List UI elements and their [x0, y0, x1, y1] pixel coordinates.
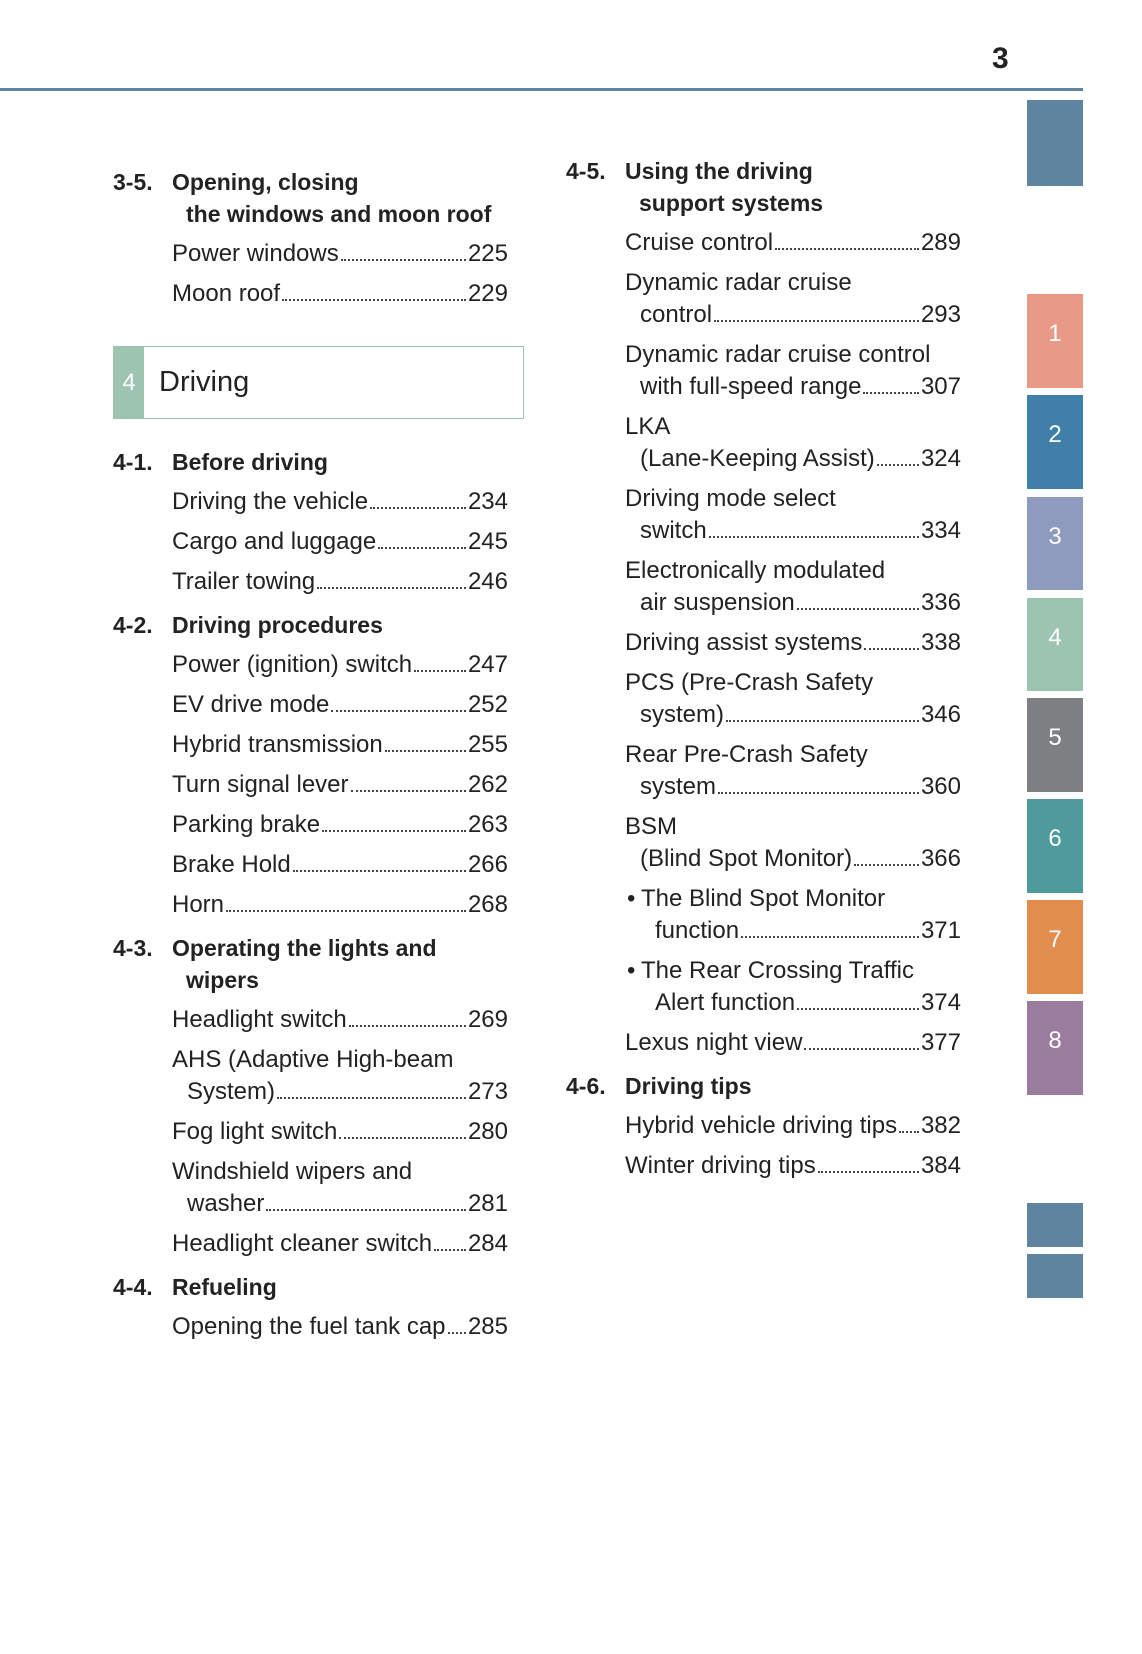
chapter-tab-1[interactable]: 1 [1027, 294, 1083, 388]
page-reference[interactable]: 255 [467, 731, 508, 758]
section-heading-line [113, 1271, 508, 1303]
toc-entry-line [566, 667, 961, 699]
dot-leader [899, 1110, 919, 1133]
toc-entry[interactable] [566, 1150, 961, 1182]
dot-leader [448, 1311, 466, 1334]
bullet-icon: • [627, 885, 636, 912]
page-reference[interactable]: 229 [467, 280, 508, 307]
toc-entry[interactable] [113, 649, 508, 681]
chapter-tab-blank-9[interactable] [1027, 1203, 1083, 1247]
toc-entry-title: Windshield wipers and [172, 1158, 413, 1185]
toc-entry[interactable] [113, 1004, 508, 1036]
section-heading-line [113, 609, 508, 641]
toc-entry-title: LKA [625, 413, 671, 440]
toc-entry[interactable] [566, 811, 961, 875]
section-title: Opening, closing [172, 169, 359, 195]
toc-entry-title: Dynamic radar cruise control [625, 341, 931, 368]
toc-entry-title: Driving assist systems [625, 629, 863, 656]
page-reference[interactable]: 293 [920, 301, 961, 328]
toc-entry-line [113, 809, 508, 841]
toc-entry-line [113, 729, 508, 761]
page-reference[interactable]: 377 [920, 1029, 961, 1056]
toc-section [566, 1070, 961, 1102]
toc-entry-line [566, 699, 961, 731]
toc-entry-line [566, 955, 961, 987]
dot-leader [282, 278, 466, 301]
toc-entry-title: Trailer towing [172, 568, 316, 595]
dot-leader [385, 729, 466, 752]
dot-leader [414, 649, 466, 672]
page-number: 3 [992, 42, 1009, 75]
toc-entry[interactable] [566, 667, 961, 731]
chapter-tab-7[interactable]: 7 [1027, 900, 1083, 994]
toc-section [566, 155, 961, 219]
page-reference[interactable]: 268 [467, 891, 508, 918]
dot-leader [370, 486, 466, 509]
toc-entry-title: Lexus night view [625, 1029, 803, 1056]
toc-entry[interactable] [113, 1116, 508, 1148]
chapter-tab-3[interactable]: 3 [1027, 497, 1083, 590]
toc-entry-line [113, 1116, 508, 1148]
toc-entry-title: Cruise control [625, 229, 774, 256]
toc-entry-title: switch [640, 517, 707, 544]
section-number: 4-2. [113, 612, 153, 638]
toc-entry-title: Brake Hold [172, 851, 291, 878]
toc-entry[interactable] [113, 1228, 508, 1260]
chapter-title: Driving [159, 366, 250, 398]
toc-entry[interactable] [113, 1044, 508, 1108]
toc-entry-title: washer [187, 1190, 265, 1217]
toc-entry-line [113, 1311, 508, 1343]
chapter-tab-5[interactable]: 5 [1027, 698, 1083, 792]
section-title: Before driving [172, 449, 328, 475]
dot-leader [339, 1116, 466, 1139]
toc-entry-line [566, 739, 961, 771]
toc-entry[interactable] [566, 883, 961, 947]
section-title: Operating the lights and [172, 935, 437, 961]
toc-entry-line [566, 587, 961, 619]
toc-entry-title: PCS (Pre-Crash Safety [625, 669, 874, 696]
chapter-tab-6[interactable]: 6 [1027, 799, 1083, 893]
page-reference[interactable]: 280 [467, 1118, 508, 1145]
dot-leader [322, 809, 466, 832]
toc-entry-line [566, 1027, 961, 1059]
dot-leader [266, 1188, 466, 1211]
section-heading-line [113, 932, 508, 964]
page-reference[interactable]: 324 [920, 445, 961, 472]
chapter-heading-box [113, 346, 524, 419]
section-title: Refueling [172, 1274, 277, 1300]
toc-entry-line [113, 526, 508, 558]
toc-entry-line [566, 227, 961, 259]
chapter-tab-2[interactable]: 2 [1027, 395, 1083, 489]
toc-entry-line [566, 627, 961, 659]
page-reference[interactable]: 334 [920, 517, 961, 544]
toc-entry[interactable] [113, 1156, 508, 1220]
dot-leader [854, 843, 919, 866]
toc-entry-line [113, 1188, 508, 1220]
toc-entry-title: Power windows [172, 240, 339, 267]
page-reference[interactable]: 266 [467, 851, 508, 878]
toc-entry-line [113, 278, 508, 310]
toc-entry-title: Headlight switch [172, 1006, 347, 1033]
toc-entry[interactable] [113, 889, 508, 921]
dot-leader [718, 771, 919, 794]
section-title: the windows and moon roof [186, 201, 492, 227]
toc-entry[interactable] [113, 486, 508, 518]
toc-entry-line [566, 843, 961, 875]
toc-entry-title: Driving mode select [625, 485, 836, 512]
toc-entry[interactable] [566, 227, 961, 259]
section-title: wipers [186, 967, 259, 993]
section-number: 4-4. [113, 1274, 153, 1300]
toc-entry-title: Driving the vehicle [172, 488, 369, 515]
toc-entry-title: system [640, 773, 717, 800]
toc-entry[interactable] [566, 955, 961, 1019]
section-heading-line [566, 187, 961, 219]
toc-entry-line [113, 1076, 508, 1108]
toc-entry-title: Opening the fuel tank cap [172, 1313, 446, 1340]
page-reference[interactable]: 245 [467, 528, 508, 555]
section-title: Driving procedures [172, 612, 383, 638]
dot-leader [863, 371, 918, 394]
toc-entry-line [113, 238, 508, 270]
toc-entry-title: System) [187, 1078, 276, 1105]
toc-entry-title: AHS (Adaptive High-beam [172, 1046, 454, 1073]
section-number: 4-5. [566, 158, 606, 184]
toc-entry-line [113, 486, 508, 518]
page-reference[interactable]: 281 [467, 1190, 508, 1217]
toc-entry-line [566, 339, 961, 371]
bullet-icon: • [627, 957, 636, 984]
chapter-tab-blank-10[interactable] [1027, 1254, 1083, 1298]
toc-entry-title: (Lane-Keeping Assist) [640, 445, 875, 472]
section-number: 4-3. [113, 935, 153, 961]
toc-entry[interactable] [113, 729, 508, 761]
toc-entry[interactable] [113, 278, 508, 310]
toc-entry-title: The Blind Spot Monitor [641, 885, 886, 912]
toc-entry[interactable] [566, 739, 961, 803]
toc-entry-title: Headlight cleaner switch [172, 1230, 433, 1257]
chapter-tab-blank-0[interactable] [1027, 100, 1083, 186]
section-number: 4-1. [113, 449, 153, 475]
toc-entry[interactable] [566, 483, 961, 547]
dot-leader [877, 443, 919, 466]
dot-leader [709, 515, 919, 538]
page-reference[interactable]: 234 [467, 488, 508, 515]
page-reference[interactable]: 307 [920, 373, 961, 400]
page-reference[interactable]: 262 [467, 771, 508, 798]
toc-entry-title: control [640, 301, 713, 328]
toc-entry-line [566, 411, 961, 443]
page-reference[interactable]: 225 [467, 240, 508, 267]
toc-entry-title: EV drive mode [172, 691, 330, 718]
toc-entry-line [113, 1228, 508, 1260]
page-reference[interactable]: 384 [920, 1152, 961, 1179]
page-reference[interactable]: 246 [467, 568, 508, 595]
toc-entry-line [566, 371, 961, 403]
toc-entry-line [566, 811, 961, 843]
toc-entry[interactable] [566, 411, 961, 475]
page-reference[interactable]: 338 [920, 629, 961, 656]
page-reference[interactable]: 289 [920, 229, 961, 256]
chapter-tab-4[interactable]: 4 [1027, 598, 1083, 691]
toc-entry-line [566, 555, 961, 587]
section-heading-line [113, 198, 508, 230]
toc-entry-line [113, 1156, 508, 1188]
toc-entry[interactable] [113, 689, 508, 721]
page-reference[interactable]: 346 [920, 701, 961, 728]
section-heading-line [113, 166, 508, 198]
toc-entry-title: (Blind Spot Monitor) [640, 845, 853, 872]
toc-entry-title: BSM [625, 813, 678, 840]
toc-entry-line [566, 515, 961, 547]
toc-entry-line [566, 1110, 961, 1142]
toc-entry[interactable] [113, 1311, 508, 1343]
toc-section [113, 609, 508, 641]
page-reference[interactable]: 371 [920, 917, 961, 944]
dot-leader [226, 889, 466, 912]
toc-right-column [566, 155, 961, 1182]
toc-entry[interactable] [113, 809, 508, 841]
section-heading-line [113, 964, 508, 996]
toc-entry-title: Hybrid vehicle driving tips [625, 1112, 898, 1139]
toc-entry-line [113, 849, 508, 881]
page-reference[interactable]: 374 [920, 989, 961, 1016]
toc-left-column [113, 155, 508, 1343]
toc-entry-title: Winter driving tips [625, 1152, 816, 1179]
dot-leader [741, 915, 919, 938]
page-reference[interactable]: 360 [920, 773, 961, 800]
toc-entry-title: Horn [172, 891, 225, 918]
toc-entry-title: Dynamic radar cruise [625, 269, 852, 296]
toc-section [113, 932, 508, 996]
toc-entry-line [566, 987, 961, 1019]
toc-entry-line [113, 1044, 508, 1076]
toc-entry[interactable] [113, 769, 508, 801]
dot-leader [293, 849, 466, 872]
page-reference[interactable]: 269 [467, 1006, 508, 1033]
toc-entry-title: The Rear Crossing Traffic [641, 957, 914, 984]
page-reference[interactable]: 366 [920, 845, 961, 872]
page-reference[interactable]: 382 [920, 1112, 961, 1139]
toc-entry[interactable] [566, 627, 961, 659]
dot-leader [341, 238, 466, 261]
toc-entry-title: system) [640, 701, 724, 728]
dot-leader [818, 1150, 919, 1173]
section-heading-line [566, 1070, 961, 1102]
section-number: 4-6. [566, 1073, 606, 1099]
header-rule [0, 88, 1083, 91]
toc-entry-title: Alert function [655, 989, 796, 1016]
section-number: 3-5. [113, 169, 153, 195]
page-reference[interactable]: 263 [467, 811, 508, 838]
dot-leader [804, 1027, 919, 1050]
toc-entry[interactable] [113, 526, 508, 558]
page-reference[interactable]: 284 [467, 1230, 508, 1257]
toc-entry[interactable] [113, 566, 508, 598]
dot-leader [726, 699, 919, 722]
page-reference[interactable]: 252 [467, 691, 508, 718]
toc-entry-title: Parking brake [172, 811, 321, 838]
dot-leader [351, 769, 466, 792]
toc-entry-line [566, 915, 961, 947]
toc-section [113, 1271, 508, 1303]
dot-leader [434, 1228, 466, 1251]
toc-entry-line [566, 1150, 961, 1182]
toc-entry-title: Hybrid transmission [172, 731, 383, 758]
toc-entry-title: Moon roof [172, 280, 281, 307]
toc-entry-line [113, 769, 508, 801]
toc-entry-line [113, 889, 508, 921]
toc-entry-line [566, 299, 961, 331]
dot-leader [378, 526, 466, 549]
dot-leader [714, 299, 919, 322]
toc-entry-title: Power (ignition) switch [172, 651, 413, 678]
toc-section [113, 446, 508, 478]
toc-entry-title: Fog light switch [172, 1118, 338, 1145]
page-reference[interactable]: 285 [467, 1313, 508, 1340]
dot-leader [775, 227, 919, 250]
chapter-number: 4 [114, 347, 144, 418]
toc-entry-line [566, 771, 961, 803]
toc-entry[interactable] [566, 555, 961, 619]
toc-entry-line [566, 883, 961, 915]
toc-entry-line [113, 566, 508, 598]
dot-leader [277, 1076, 466, 1099]
chapter-tab-8[interactable]: 8 [1027, 1001, 1083, 1095]
dot-leader [317, 566, 466, 589]
toc-entry[interactable] [566, 267, 961, 331]
section-title: Using the driving [625, 158, 813, 184]
toc-entry-title: function [655, 917, 740, 944]
dot-leader [797, 587, 919, 610]
toc-entry-line [113, 649, 508, 681]
toc-entry-title: Rear Pre-Crash Safety [625, 741, 868, 768]
dot-leader [349, 1004, 466, 1027]
toc-entry-line [113, 689, 508, 721]
section-heading-line [113, 446, 508, 478]
section-title: Driving tips [625, 1073, 752, 1099]
dot-leader [331, 689, 466, 712]
toc-entry[interactable] [566, 1110, 961, 1142]
toc-entry-line [566, 443, 961, 475]
page-reference[interactable]: 336 [920, 589, 961, 616]
toc-entry[interactable] [113, 238, 508, 270]
toc-entry-title: Cargo and luggage [172, 528, 377, 555]
page-reference[interactable]: 273 [467, 1078, 508, 1105]
dot-leader [797, 987, 919, 1010]
toc-entry-title: Electronically modulated [625, 557, 886, 584]
toc-entry[interactable] [113, 849, 508, 881]
section-heading-line [566, 155, 961, 187]
toc-entry[interactable] [566, 1027, 961, 1059]
toc-entry-line [113, 1004, 508, 1036]
toc-section [113, 166, 508, 230]
toc-entry-title: air suspension [640, 589, 795, 616]
page-reference[interactable]: 247 [467, 651, 508, 678]
dot-leader [864, 627, 919, 650]
toc-entry[interactable] [566, 339, 961, 403]
section-title: support systems [639, 190, 824, 216]
toc-entry-line [566, 267, 961, 299]
toc-entry-title: Turn signal lever [172, 771, 349, 798]
toc-entry-line [566, 483, 961, 515]
toc-entry-title: with full-speed range [640, 373, 862, 400]
